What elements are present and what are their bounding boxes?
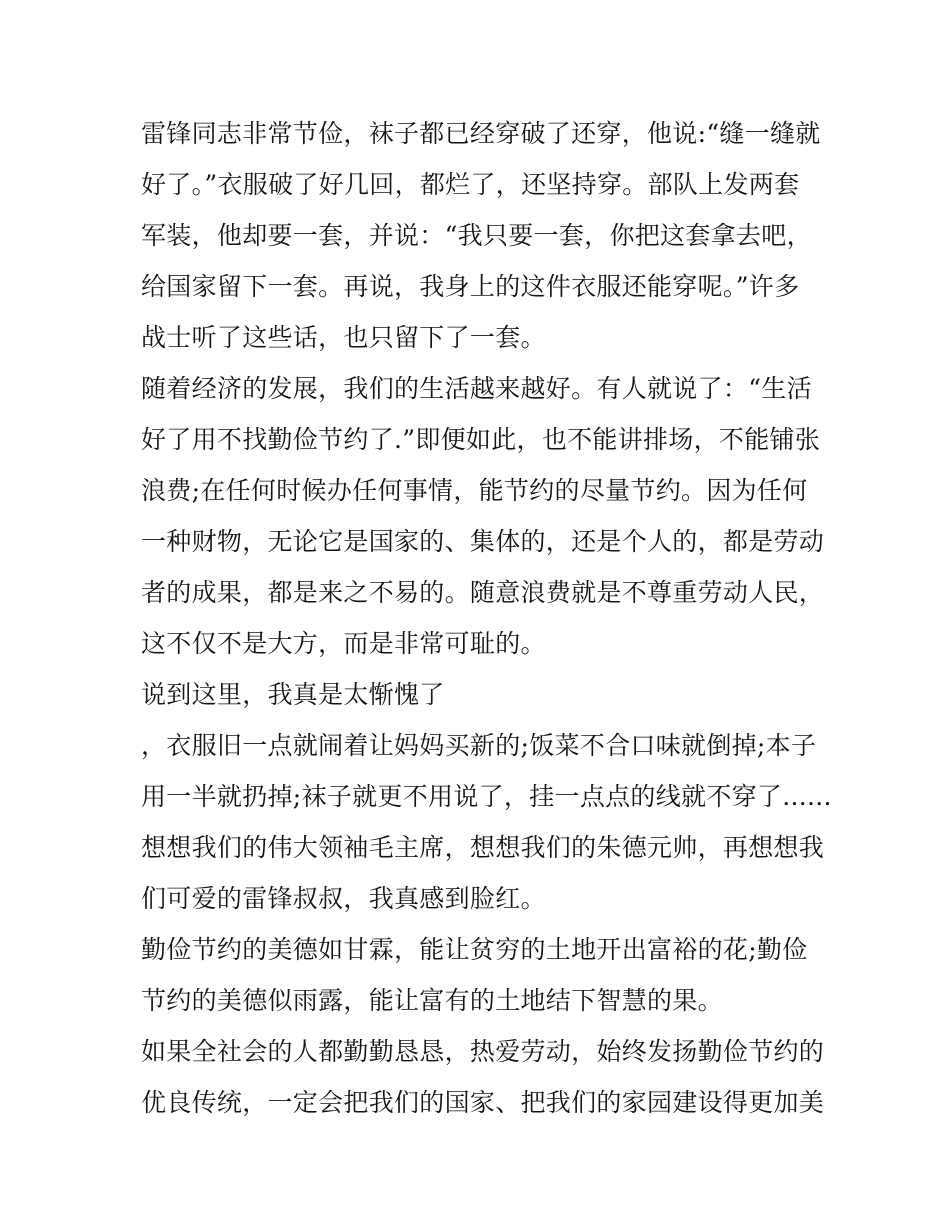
text-line: 一种财物，无论它是国家的、集体的，还是个人的，都是劳动	[141, 527, 825, 556]
text-line: 者的成果，都是来之不易的。随意浪费就是不尊重劳动人民，	[141, 578, 825, 607]
text-line: 想想我们的伟大领袖毛主席，想想我们的朱德元帅，再想想我	[141, 833, 825, 862]
text-line: 这不仅不是大方，而是非常可耻的。	[141, 629, 546, 658]
text-line: 优良传统，一定会把我们的国家、把我们的家园建设得更加美	[141, 1088, 825, 1117]
text-line: 如果全社会的人都勤勤恳恳，热爱劳动，始终发扬勤俭节约的	[141, 1037, 825, 1066]
text-line: 战士听了这些话，也只留下了一套。	[141, 323, 546, 352]
text-line: 说到这里，我真是太惭愧了	[141, 680, 445, 709]
text-line: 用一半就扔掉;袜子就更不用说了，挂一点点的线就不穿了......	[141, 782, 832, 811]
text-line: 给国家留下一套。再说，我身上的这件衣服还能穿呢。”许多	[141, 272, 800, 301]
text-line: 好了。”衣服破了好几回，都烂了，还坚持穿。部队上发两套	[141, 170, 800, 199]
text-line: 们可爱的雷锋叔叔，我真感到脸红。	[141, 884, 546, 913]
text-line: 军装，他却要一套，并说：“我只要一套，你把这套拿去吧，	[141, 221, 812, 250]
text-line: 节约的美德似雨露，能让富有的土地结下智慧的果。	[141, 986, 723, 1015]
text-line: 雷锋同志非常节俭，袜子都已经穿破了还穿，他说:“缝一缝就	[141, 119, 821, 148]
text-line: 浪费;在任何时候办任何事情，能节约的尽量节约。因为任何	[141, 476, 808, 505]
text-line: 随着经济的发展，我们的生活越来越好。有人就说了：“生活	[141, 374, 812, 403]
text-line: 好了用不找勤俭节约了.”即便如此，也不能讲排场，不能铺张	[141, 425, 821, 454]
essay-text	[141, 108, 832, 1128]
text-line: 勤俭节约的美德如甘霖，能让贫穷的土地开出富裕的花;勤俭	[141, 935, 808, 964]
text-line: ，衣服旧一点就闹着让妈妈买新的;饭菜不合口味就倒掉;本子	[141, 731, 817, 760]
